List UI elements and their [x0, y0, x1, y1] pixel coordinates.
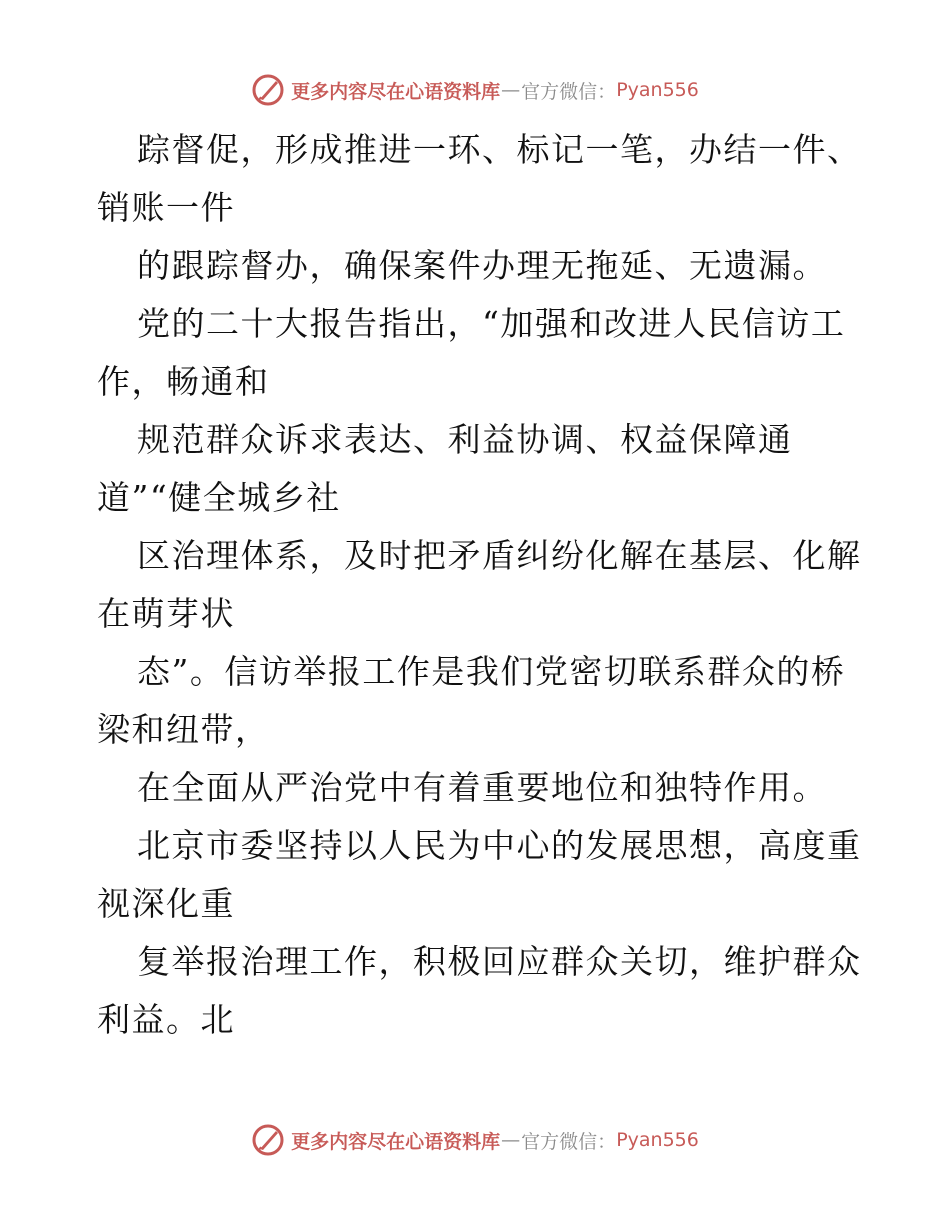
watermark-label: 官方微信：: [521, 1130, 617, 1153]
watermark-text: 更多内容尽在心语资料库: [291, 1130, 501, 1153]
body-line: 北京市委坚持以人民为中心的发展思想，高度重: [137, 826, 862, 865]
body-line: 态”。信访举报工作是我们党密切联系群众的桥: [137, 652, 846, 691]
body-line: 区治理体系，及时把矛盾纠纷化解在基层、化解: [137, 536, 862, 575]
body-line: 利益。北: [97, 1000, 235, 1039]
body-line: 道”“健全城乡社: [97, 478, 341, 517]
header-watermark: [0, 70, 950, 110]
feather-pen-logo-icon: [251, 1123, 285, 1157]
watermark-label: 官方微信：: [521, 80, 617, 103]
watermark-separator: —: [501, 1129, 521, 1151]
body-line: 在全面从严治党中有着重要地位和独特作用。: [137, 768, 827, 807]
body-line: 规范群众诉求表达、利益协调、权益保障通: [137, 420, 793, 459]
body-line: 梁和纽带，: [97, 710, 270, 749]
body-line: 作，畅通和: [97, 362, 270, 401]
body-line: 党的二十大报告指出，“加强和改进人民信访工: [137, 304, 846, 343]
body-line: 踪督促，形成推进一环、标记一笔，办结一件、: [137, 130, 862, 169]
watermark-text: 更多内容尽在心语资料库: [291, 80, 501, 103]
document-body: [97, 121, 862, 1049]
feather-pen-logo-icon: [251, 73, 285, 107]
watermark-separator: —: [501, 79, 521, 101]
body-line: 在萌芽状: [97, 594, 235, 633]
body-line: 的跟踪督办，确保案件办理无拖延、无遗漏。: [137, 246, 827, 285]
watermark-wechat-id: Pyan556: [616, 79, 699, 101]
body-line: 视深化重: [97, 884, 235, 923]
footer-watermark: [0, 1120, 950, 1160]
body-line: 复举报治理工作，积极回应群众关切，维护群众: [137, 942, 862, 981]
watermark-wechat-id: Pyan556: [616, 1129, 699, 1151]
body-line: 销账一件: [97, 188, 235, 227]
